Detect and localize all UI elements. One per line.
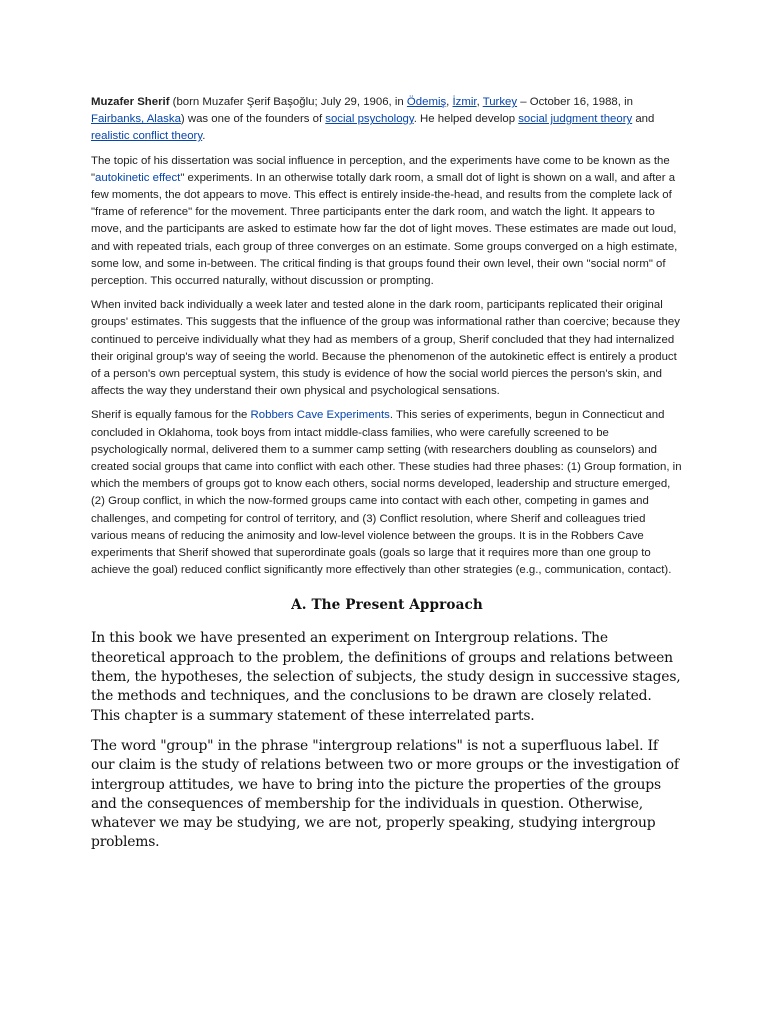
wikipedia-excerpt: [91, 94, 683, 579]
intro-text: – October 16, 1988, in: [517, 96, 633, 108]
link-autokinetic-effect[interactable]: autokinetic effect: [95, 171, 181, 184]
separator: ,: [446, 96, 453, 108]
dissertation-paragraph: [91, 153, 683, 291]
paragraph-text: The topic of his dissertation was social influence in perception, and the experiments have come to be known as the ": [91, 154, 670, 184]
replication-paragraph: When invited back individually a week later and tested alone in the dark room, participants replicated their original groups' estimates. This suggests that the influence of the group was informational rather than coercive; because they continued to perceive individually what they had as members of a group, Sherif concluded that they had internalized their original group's way of seeing the world. Because the phenomenon of the autokinetic effect is entirely a product of a person's own perceptual system, this study is evidence of how the social world pierces the person's skin, and affects the way they understand their own physical and psychological sensations.: [91, 299, 680, 398]
paragraph-text: Sherif is equally famous for the: [91, 409, 251, 422]
book-excerpt: [91, 597, 683, 852]
section-heading: A. The Present Approach: [291, 597, 483, 614]
robbers-cave-paragraph: [91, 407, 683, 579]
book-paragraph: In this book we have presented an experiment on Intergroup relations. The theoretical approach to the problem, the definitions of groups and relations between them, the hypotheses, the selection of subjects, the study design in successive stages, the methods and techniques, and the conclusions to be drawn are closely related. This chapter is a summary statement of these interrelated parts.: [91, 630, 681, 724]
link-social-judgment-theory[interactable]: social judgment theory: [518, 113, 633, 126]
intro-text: ) was one of the founders of: [180, 113, 326, 126]
link-social-psychology[interactable]: social psychology: [325, 113, 414, 126]
intro-text: . He helped develop: [413, 113, 519, 126]
link-odemis[interactable]: Ödemiş: [406, 96, 447, 108]
intro-paragraph: [91, 94, 683, 146]
link-realistic-conflict-theory[interactable]: realistic conflict theory: [91, 130, 203, 143]
intro-text: and: [632, 113, 655, 126]
book-paragraph: The word "group" in the phrase "intergroup relations" is not a superfluous label. If our claim is the study of relations between two or more groups or the investigation of intergroup attitudes, we have to bring into the picture the properties of the groups and the consequences of membership for the individuals in question. Otherwise, whatever we may be studying, we are not, properly speaking, studying intergroup problems.: [91, 737, 679, 851]
subject-name: Muzafer Sherif: [91, 96, 170, 108]
link-fairbanks-alaska[interactable]: Fairbanks, Alaska: [91, 113, 181, 126]
intro-text: .: [202, 130, 206, 143]
link-robbers-cave-experiments[interactable]: Robbers Cave Experiments: [250, 409, 390, 422]
link-izmir[interactable]: İzmir: [452, 96, 477, 108]
document-page: [91, 94, 683, 864]
separator: ,: [476, 96, 483, 108]
link-turkey[interactable]: Turkey: [482, 96, 518, 108]
paragraph-text: " experiments. In an otherwise totally dark room, a small dot of light is shown on a wall, and after a few moments, the dot appears to move. This effect is entirely inside-the-head, and results from the complete lack of "frame of reference" for the movement. Three participants enter the dark room, and watch the light. It appears to move, and the participants are asked to estimate how far the dot of light moves. These estimates are made out loud, and with repeated trials, each group of three converges on an estimate. Some groups converged on a high estimate, some low, and some in-between. The critical finding is that groups found their own level, their own "social norm" of perception. This occurred naturally, without discussion or prompting.: [91, 171, 678, 288]
intro-text: (born Muzafer Şerif Başoğlu; July 29, 1906, in: [169, 96, 407, 108]
paragraph-text: . This series of experiments, begun in Connecticut and concluded in Oklahoma, took boys from intact middle-class families, who were carefully screened to be psychologically normal, delivered them to a summer camp setting (with researchers doubling as counselors) and created social groups that came into conflict with each other. These studies had three phases: (1) Group formation, in which the members of groups got to know each others, social norms developed, leadership and structure emerged, (2) Group conflict, in which the now-formed groups came into contact with each other, competing in games and challenges, and competing for control of territory, and (3) Conflict resolution, where Sherif and colleagues tried various means of reducing the animosity and low-level violence between the groups. It is in the Robbers Cave experiments that Sherif showed that superordinate goals (goals so large that it requires more than one group to achieve the goal) reduced conflict significantly more effectively than other strategies (e.g., communication, contact).: [91, 409, 682, 577]
